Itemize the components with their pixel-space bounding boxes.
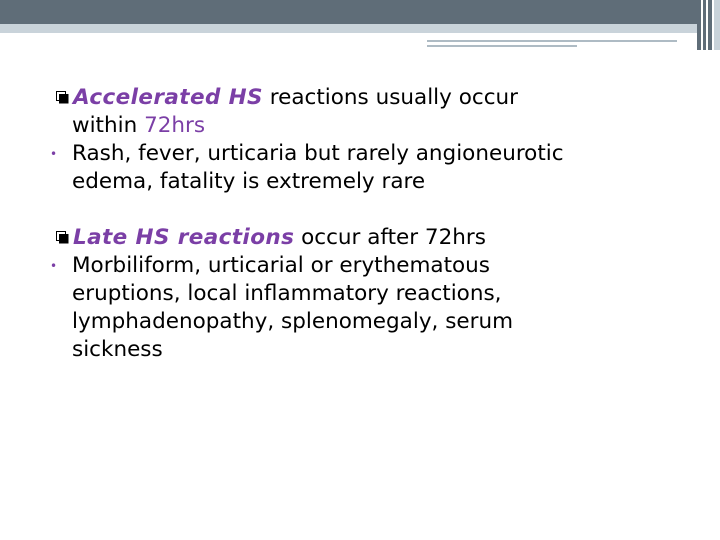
top-band-light (0, 24, 697, 33)
para2-bullet-line4: sickness (72, 337, 163, 362)
bullet-icon: • (50, 259, 58, 273)
para2-keyword: Late HS reactions (73, 225, 295, 250)
para1-cont-keyword: 72hrs (144, 113, 206, 138)
para2-heading (56, 224, 696, 252)
para1-cont-text: within (72, 113, 145, 138)
para2-bullet (50, 252, 696, 280)
top-band (0, 0, 697, 24)
para2-bullet-line3: lymphadenopathy, splenomegaly, serum (72, 309, 514, 334)
para1-keyword: Accelerated HS (73, 85, 263, 110)
decor-rule-1 (427, 40, 677, 42)
para2-heading-rest: occur after 72hrs (294, 225, 486, 250)
slide-body (50, 84, 696, 364)
para1-bullet-line1: Rash, fever, urticaria but rarely angioneurotic (72, 141, 564, 166)
decor-rule-2 (427, 45, 577, 47)
para1-bullet-line2: edema, fatality is extremely rare (72, 169, 426, 194)
para1-continuation (56, 112, 696, 140)
corner-stripes (697, 0, 720, 50)
para1-heading (56, 84, 696, 112)
bullet-icon: • (50, 147, 58, 161)
checkbox-bullet-icon (56, 91, 69, 104)
checkbox-bullet-icon (56, 231, 69, 244)
para2-bullet-line1: Morbiliform, urticarial or erythematous (72, 253, 491, 278)
para1-bullet (50, 140, 696, 168)
para1-heading-rest: reactions usually occur (262, 85, 518, 110)
para2-bullet-line2: eruptions, local inflammatory reactions, (72, 281, 502, 306)
